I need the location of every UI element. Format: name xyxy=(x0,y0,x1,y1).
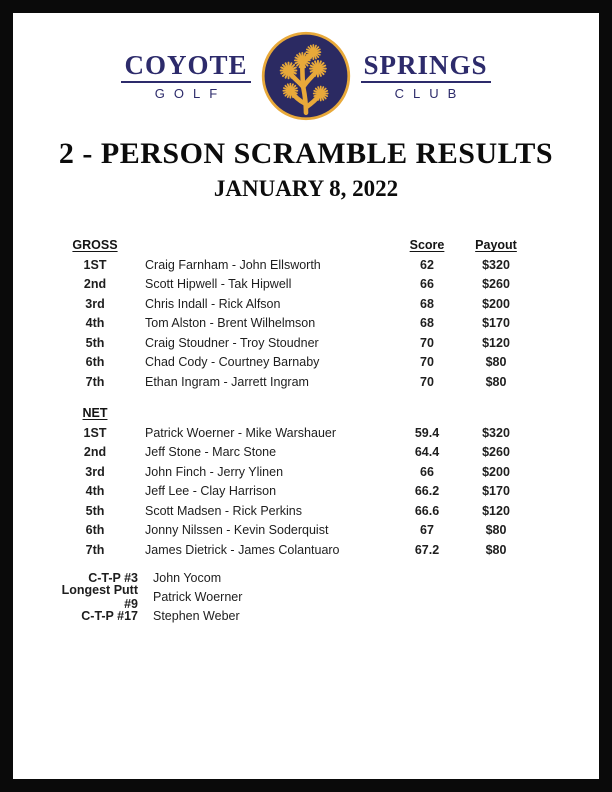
logo-word-springs: SPRINGS xyxy=(361,52,491,83)
payout-cell: $170 xyxy=(482,316,510,331)
score-cell: 68 xyxy=(420,296,434,311)
award-winner-cell: John Yocom xyxy=(153,571,222,585)
rank-cell: 4th xyxy=(85,316,105,331)
rank-cell: 2nd xyxy=(83,277,107,292)
payout-cell: $80 xyxy=(485,355,507,370)
award-row xyxy=(45,607,599,626)
result-row xyxy=(55,423,535,443)
rank-cell: 7th xyxy=(85,542,105,557)
net-section xyxy=(55,404,535,560)
award-winner-cell: Stephen Weber xyxy=(153,609,240,623)
result-row xyxy=(55,294,535,314)
payout-cell: $80 xyxy=(485,523,507,538)
team-cell: John Finch - Jerry Ylinen xyxy=(145,464,284,479)
result-row xyxy=(55,443,535,463)
award-row xyxy=(45,583,599,611)
team-cell: Scott Madsen - Rick Perkins xyxy=(145,503,302,518)
payout-cell: $80 xyxy=(485,542,507,557)
results-table xyxy=(55,236,535,560)
net-header-row xyxy=(55,404,535,424)
rank-cell: 1ST xyxy=(83,257,107,272)
rank-cell: 7th xyxy=(85,374,105,389)
score-cell: 59.4 xyxy=(414,425,440,440)
rank-cell: 3rd xyxy=(85,296,105,311)
score-cell: 68 xyxy=(420,316,434,331)
result-row xyxy=(55,501,535,521)
payout-cell: $320 xyxy=(482,425,510,440)
team-cell: Jeff Lee - Clay Harrison xyxy=(145,484,277,499)
gross-section-label: GROSS xyxy=(72,238,118,253)
rank-cell: 6th xyxy=(85,523,105,538)
payout-cell: $120 xyxy=(482,335,510,350)
result-row xyxy=(55,482,535,502)
score-cell: 62 xyxy=(420,257,434,272)
result-row xyxy=(55,255,535,275)
gross-header-row xyxy=(55,236,535,256)
result-row xyxy=(55,521,535,541)
result-row xyxy=(55,372,535,392)
document-page xyxy=(13,13,599,779)
score-cell: 66.2 xyxy=(414,484,440,499)
payout-column-header: Payout xyxy=(475,238,517,253)
score-cell: 64.4 xyxy=(414,445,440,460)
net-rows xyxy=(55,423,535,560)
gross-rows xyxy=(55,255,535,392)
team-cell: Craig Stoudner - Troy Stoudner xyxy=(145,335,319,350)
page-title: 2 - PERSON SCRAMBLE RESULTS xyxy=(58,137,554,170)
team-cell: Chris Indall - Rick Alfson xyxy=(145,296,281,311)
rank-cell: 1ST xyxy=(83,425,107,440)
score-cell: 67.2 xyxy=(414,542,440,557)
score-cell: 67 xyxy=(420,523,434,538)
payout-cell: $200 xyxy=(482,296,510,311)
team-cell: Ethan Ingram - Jarrett Ingram xyxy=(145,374,309,389)
team-cell: Jonny Nilssen - Kevin Soderquist xyxy=(145,523,329,538)
payout-cell: $120 xyxy=(482,503,510,518)
joshua-tree-emblem-icon xyxy=(260,30,352,122)
award-label-cell: Longest Putt #9 xyxy=(61,583,138,611)
score-cell: 66 xyxy=(420,464,434,479)
payout-cell: $320 xyxy=(482,257,510,272)
net-section-label: NET xyxy=(82,406,108,421)
award-label-cell: C-T-P #3 xyxy=(88,571,138,585)
award-label-cell: C-T-P #17 xyxy=(81,609,138,623)
result-row xyxy=(55,275,535,295)
awards-list xyxy=(45,569,599,626)
payout-cell: $80 xyxy=(485,374,507,389)
rank-cell: 4th xyxy=(85,484,105,499)
result-row xyxy=(55,540,535,560)
result-row xyxy=(55,462,535,482)
payout-cell: $200 xyxy=(482,464,510,479)
result-row xyxy=(55,353,535,373)
club-logo xyxy=(13,30,599,122)
event-date: JANUARY 8, 2022 xyxy=(213,175,399,201)
team-cell: Tom Alston - Brent Wilhelmson xyxy=(145,316,316,331)
rank-cell: 5th xyxy=(85,335,105,350)
logo-right-block xyxy=(361,49,491,101)
payout-cell: $260 xyxy=(482,445,510,460)
team-cell: Patrick Woerner - Mike Warshauer xyxy=(145,425,337,440)
score-column-header: Score xyxy=(409,238,445,253)
rank-cell: 6th xyxy=(85,355,105,370)
logo-word-coyote: COYOTE xyxy=(121,52,250,83)
result-row xyxy=(55,314,535,334)
rank-cell: 5th xyxy=(85,503,105,518)
score-cell: 66.6 xyxy=(414,503,440,518)
team-cell: Scott Hipwell - Tak Hipwell xyxy=(145,277,292,292)
logo-word-golf: GOLF xyxy=(154,85,227,101)
rank-cell: 3rd xyxy=(85,464,105,479)
score-cell: 70 xyxy=(420,335,434,350)
gross-section xyxy=(55,236,535,392)
rank-cell: 2nd xyxy=(83,445,107,460)
result-row xyxy=(55,333,535,353)
logo-word-club: CLUB xyxy=(394,85,466,101)
team-cell: Chad Cody - Courtney Barnaby xyxy=(145,355,320,370)
team-cell: Jeff Stone - Marc Stone xyxy=(145,445,277,460)
payout-cell: $170 xyxy=(482,484,510,499)
score-cell: 66 xyxy=(420,277,434,292)
payout-cell: $260 xyxy=(482,277,510,292)
score-cell: 70 xyxy=(420,355,434,370)
team-cell: James Dietrick - James Colantuaro xyxy=(145,542,340,557)
score-cell: 70 xyxy=(420,374,434,389)
logo-left-block xyxy=(121,49,250,101)
team-cell: Craig Farnham - John Ellsworth xyxy=(145,257,321,272)
award-winner-cell: Patrick Woerner xyxy=(153,590,243,604)
